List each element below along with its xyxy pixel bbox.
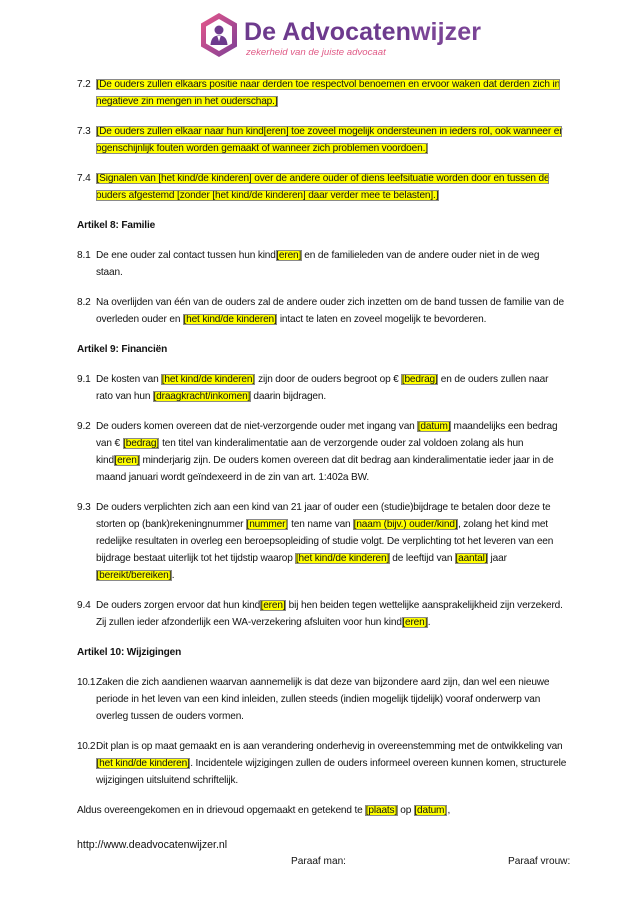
placeholder-highlight: [eren] <box>114 455 140 466</box>
clause-text: en de ouders zullen naar rato van hun <box>96 374 549 402</box>
clause-text: daarin bijdragen. <box>250 391 327 402</box>
placeholder-highlight: [datum] <box>414 805 447 816</box>
placeholder-highlight: [eren] <box>402 617 428 628</box>
article-10-heading: Artikel 10: Wijzigingen <box>77 647 182 658</box>
clause-text: de leeftijd van <box>389 553 455 564</box>
placeholder-highlight: [bedrag] <box>123 438 159 449</box>
placeholder-highlight: [bereikt/bereiken] <box>96 570 172 581</box>
clause-number: 10.1 <box>77 677 96 688</box>
clause-10-2 <box>77 738 567 789</box>
clause-text: , zolang het kind met redelijke resultaten in overleg een beroepsopleiding of studie volgt. De verplichting tot het leveren van een bijdrage bestaat uiterlijk tot het tijdstip waarop <box>96 519 554 564</box>
paraaf-man-label: Paraaf man: <box>291 856 346 867</box>
clause-text: ten name van <box>288 519 354 530</box>
document-body <box>77 76 567 832</box>
clause-text: en de familieleden van de andere ouder niet in de weg staan. <box>96 250 540 278</box>
clause-number: 10.2 <box>77 741 96 752</box>
placeholder-highlight: [aantal] <box>455 553 488 564</box>
clause-text: . <box>427 617 431 628</box>
clause-text: jaar <box>487 553 507 564</box>
footer-url: http://www.deadvocatenwijzer.nl <box>77 839 228 851</box>
closing-text: op <box>397 805 414 816</box>
clause-number: 7.2 <box>77 79 91 90</box>
hexagon-person-logo-icon <box>199 12 239 58</box>
closing-text: Aldus overeengekomen en in drievoud opgemaakt en getekend te <box>77 805 366 816</box>
clause-text: ten titel van kinderalimentatie aan de verzorgende ouder zal voldoen zolang als hun kind <box>96 438 524 466</box>
clause-number: 8.1 <box>77 250 91 261</box>
placeholder-highlight: [eren] <box>260 600 286 611</box>
clause-text: intact te laten en zoveel mogelijk te bevorderen. <box>277 314 487 325</box>
placeholder-highlight: [het kind/de kinderen] <box>96 758 190 769</box>
placeholder-highlight: [De ouders zullen elkaars positie naar derden toe respectvol benoemen en ervoor waken dat derden zich in negatieve zin mengen in het ouderschap.] <box>96 79 561 107</box>
paraaf-vrouw-label: Paraaf vrouw: <box>508 856 571 867</box>
clause-text: . <box>171 570 175 581</box>
clause-7-4 <box>77 170 567 204</box>
clause-text: De ouders zorgen ervoor dat hun kind <box>96 600 261 611</box>
clause-text: De ouders komen overeen dat de niet-verzorgende ouder met ingang van <box>96 421 418 432</box>
clause-7-3 <box>77 123 567 157</box>
placeholder-highlight: [het kind/de kinderen] <box>161 374 255 385</box>
placeholder-highlight: [draagkracht/inkomen] <box>153 391 251 402</box>
closing-text: , <box>447 805 451 816</box>
clause-text: maandelijks een bedrag van € <box>96 421 558 449</box>
clause-text: zijn door de ouders begroot op € <box>255 374 402 385</box>
placeholder-highlight: [De ouders zullen elkaar naar hun kind[eren] toe zoveel mogelijk ondersteunen in ieders rol, ook wanneer er ogenschijnlijk fouten worden gemaakt of wanneer zich problemen voordoen.] <box>96 126 563 154</box>
clause-text: . Incidentele wijzigingen zullen de ouders informeel overeen kunnen komen, structurele wijzigingen uitsluitend schriftelijk. <box>96 758 567 786</box>
clause-text: De kosten van <box>96 374 162 385</box>
clause-9-2 <box>77 418 567 486</box>
clause-number: 7.4 <box>77 173 91 184</box>
clause-number: 9.4 <box>77 600 91 611</box>
placeholder-highlight: [plaats] <box>365 805 398 816</box>
clause-text: bij hen beiden tegen wettelijke aansprakelijkheid zijn verzekerd. Zij zullen ieder afzonderlijk een WA-verzekering afsluiten voor hun kind <box>96 600 563 628</box>
clause-text: Na overlijden van één van de ouders zal de andere ouder zich inzetten om de band tussen de familie van de overleden ouder en <box>96 297 564 325</box>
placeholder-highlight: [Signalen van [het kind/de kinderen] over de andere ouder of diens leefsituatie worden door en tussen de ouders afgestemd [zonder [het kind/de kinderen] daar verder mee te belasten].] <box>96 173 550 201</box>
placeholder-highlight: [nummer] <box>246 519 288 530</box>
placeholder-highlight: [het kind/de kinderen] <box>295 553 390 564</box>
clause-text: minderjarig zijn. De ouders komen overeen dat dit bedrag aan kinderalimentatie ieder jaar in de maand januari wordt geïndexeerd in de zin van art. 1:402a BW. <box>96 455 554 483</box>
clause-10-1 <box>77 674 567 725</box>
placeholder-highlight: [het kind/de kinderen] <box>183 314 277 325</box>
placeholder-highlight: [naam (bijv.) ouder/kind] <box>353 519 458 530</box>
clause-9-3 <box>77 499 567 584</box>
clause-number: 9.3 <box>77 502 91 513</box>
clause-number: 7.3 <box>77 126 91 137</box>
placeholder-highlight: [bedrag] <box>401 374 438 385</box>
clause-7-2 <box>77 76 567 110</box>
placeholder-highlight: [eren] <box>276 250 302 261</box>
clause-number: 9.2 <box>77 421 91 432</box>
article-8-heading: Artikel 8: Familie <box>77 220 156 231</box>
clause-9-1 <box>77 371 567 405</box>
clause-8-2 <box>77 294 567 328</box>
logo-title: De Advocatenwijzer <box>244 18 482 46</box>
closing-statement <box>77 802 567 819</box>
clause-number: 9.1 <box>77 374 91 385</box>
clause-text: De ouders verplichten zich aan een kind van 21 jaar of ouder een (studie)bijdrage te betalen door deze te storten op (bank)rekeningnummer <box>96 502 551 530</box>
clause-8-1 <box>77 247 567 281</box>
clause-text: Dit plan is op maat gemaakt en is aan verandering onderhevig in overeenstemming met de ontwikkeling van <box>96 741 563 752</box>
clause-9-4 <box>77 597 567 631</box>
clause-number: 8.2 <box>77 297 91 308</box>
clause-text: Zaken die zich aandienen waarvan aannemelijk is dat deze van bijzondere aard zijn, dan wel een nieuwe periode in het leven van een kind inleiden, zullen steeds (indien mogelijk tijdelijk) vooraf onderwerp van overleg tussen de ouders vormen. <box>96 677 550 722</box>
logo-subtitle: zekerheid van de juiste advocaat <box>246 47 386 58</box>
clause-text: De ene ouder zal contact tussen hun kind <box>96 250 276 261</box>
article-9-heading: Artikel 9: Financiën <box>77 344 168 355</box>
placeholder-highlight: [datum] <box>417 421 451 432</box>
